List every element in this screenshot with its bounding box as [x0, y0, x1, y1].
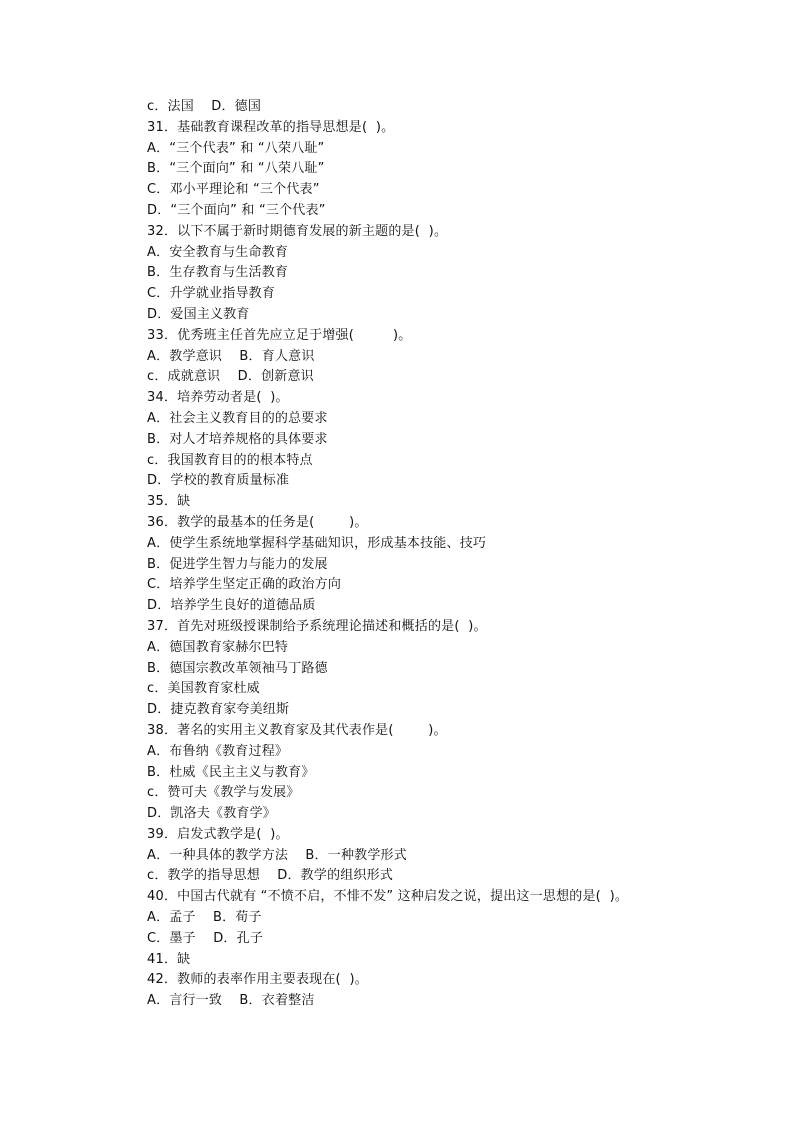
- option-line: B．对人才培养规格的具体要求: [147, 431, 328, 447]
- option-line: D．捷克教育家夸美纽斯: [147, 702, 290, 718]
- option-line: A．言行一致 B．衣着整洁: [147, 993, 315, 1009]
- option-line: C．升学就业指导教育: [147, 286, 276, 302]
- option-line: c．教学的指导思想 D．教学的组织形式: [147, 868, 394, 884]
- question-41: 41．缺: [147, 951, 191, 967]
- option-line: B．德国宗教改革领袖马丁路德: [147, 660, 328, 676]
- option-line: A．安全教育与生命教育: [147, 244, 289, 260]
- question-38: 38．著名的实用主义教育家及其代表作是( )。: [147, 722, 447, 738]
- option-line: D．培养学生良好的道德品质: [147, 598, 316, 614]
- option-line: c．赞可夫《教学与发展》: [147, 785, 300, 801]
- question-32: 32．以下不属于新时期德育发展的新主题的是( )。: [147, 223, 448, 239]
- option-line: A．社会主义教育目的的总要求: [147, 410, 328, 426]
- question-42: 42．教师的表率作用主要表现在( )。: [147, 972, 368, 988]
- document-text-block: [147, 97, 707, 1012]
- option-line: c．成就意识 D．创新意识: [147, 369, 314, 385]
- question-39: 39．启发式教学是( )。: [147, 826, 289, 842]
- question-36: 36．教学的最基本的任务是( )。: [147, 514, 368, 530]
- question-33: 33．优秀班主任首先应立足于增强( )。: [147, 327, 412, 343]
- option-line: C．邓小平理论和 “三个代表”: [147, 182, 320, 198]
- option-line: D．爱国主义教育: [147, 306, 250, 322]
- option-line: D．“三个面向” 和 “三个代表”: [147, 202, 326, 218]
- option-line: A．布鲁纳《教育过程》: [147, 743, 289, 759]
- option-line: C．墨子 D．孔子: [147, 930, 264, 946]
- option-line: A．使学生系统地掌握科学基础知识，形成基本技能、技巧: [147, 535, 487, 551]
- text-line: c．法国 D．德国: [147, 99, 262, 114]
- option-line: C．培养学生坚定正确的政治方向: [147, 577, 342, 593]
- option-line: A．教学意识 B．育人意识: [147, 348, 315, 364]
- option-line: B．生存教育与生活教育: [147, 265, 289, 281]
- option-line: A．孟子 B．荀子: [147, 910, 262, 926]
- question-31: 31．基础教育课程改革的指导思想是( )。: [147, 119, 395, 135]
- question-35: 35．缺: [147, 494, 191, 510]
- option-line: B．促进学生智力与能力的发展: [147, 556, 328, 572]
- option-line: B．杜威《民主主义与教育》: [147, 764, 315, 780]
- option-line: c．我国教育目的的根本特点: [147, 452, 313, 468]
- option-line: A．德国教育家赫尔巴特: [147, 639, 289, 655]
- option-line: D．凯洛夫《教育学》: [147, 806, 277, 822]
- question-37: 37．首先对班级授课制给予系统理论描述和概括的是( )。: [147, 618, 487, 634]
- question-34: 34．培养劳动者是( )。: [147, 390, 289, 406]
- option-line: D．学校的教育质量标准: [147, 473, 290, 489]
- question-40: 40．中国古代就有 “不愤不启，不悱不发” 这种启发之说，提出这一思想的是( )。: [147, 889, 629, 905]
- option-line: A．一种具体的教学方法 B．一种教学形式: [147, 847, 407, 863]
- option-line: B．“三个面向” 和 “八荣八耻”: [147, 161, 325, 177]
- option-line: A．“三个代表” 和 “八荣八耻”: [147, 140, 325, 156]
- option-line: c．美国教育家杜威: [147, 681, 260, 697]
